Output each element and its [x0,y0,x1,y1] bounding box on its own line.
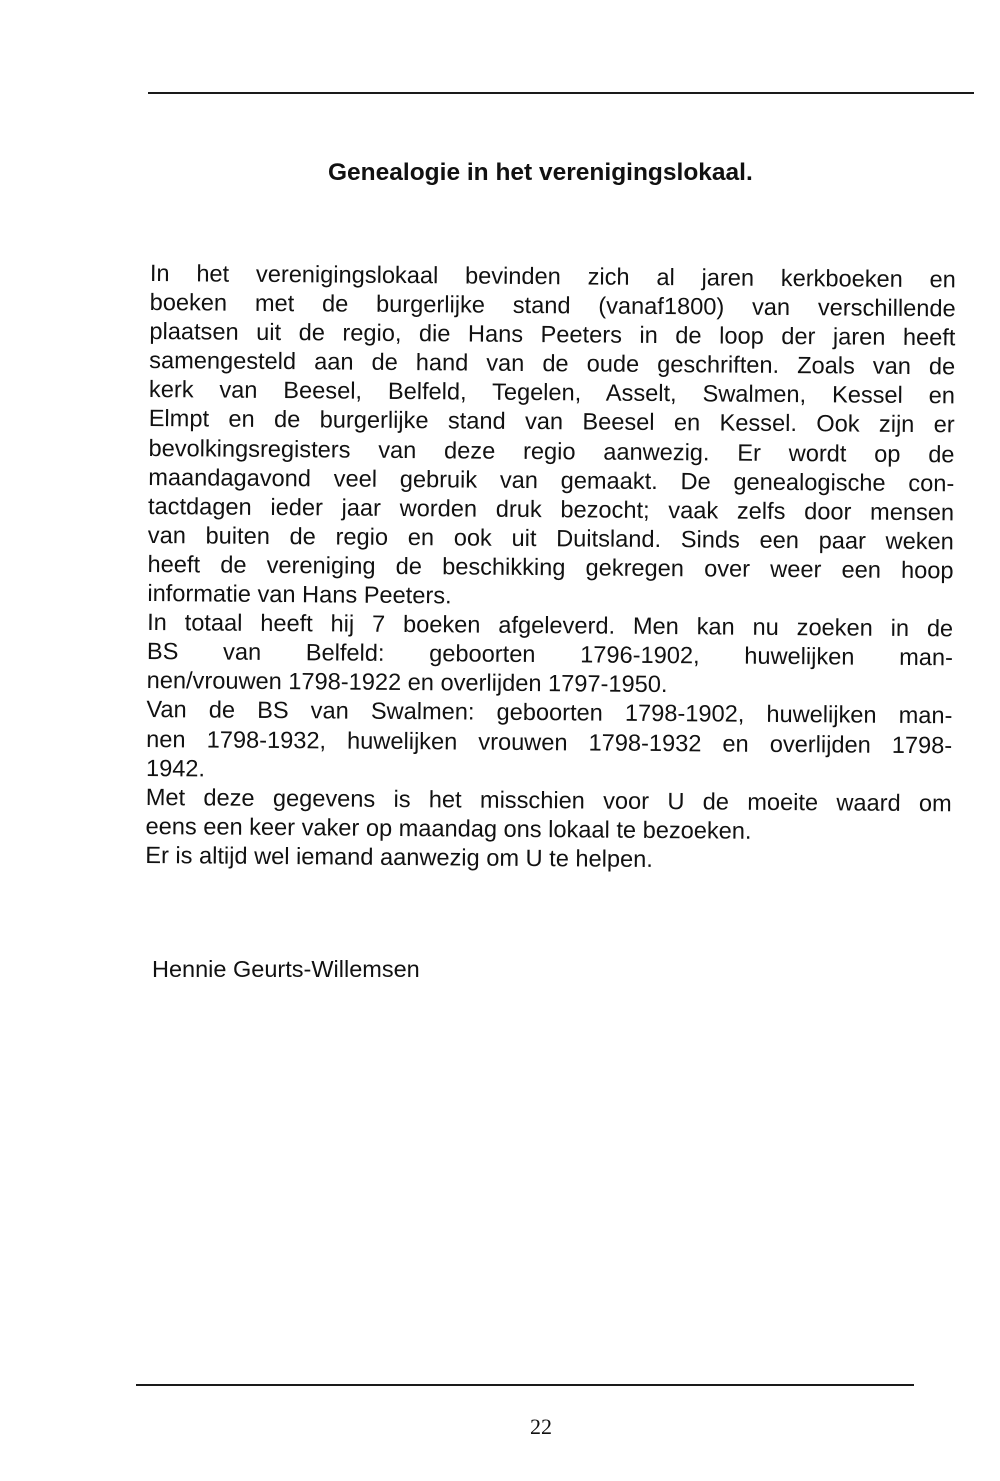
body-line: eens een keer vaker op maandag ons lokaal te bezoeken. [145,813,752,845]
body-line: In totaal heeft hij 7 boeken afgeleverd. Men kan nu zoeken in de [147,610,954,643]
body-line: In het verenigingslokaal bevinden zich al jaren kerkboeken en [149,260,956,294]
body-line: Er is altijd wel iemand aanwezig om U te helpen. [145,842,653,873]
body-line: Met deze gegevens is het misschien voor U de moeite waard om [145,784,952,818]
bottom-rule [136,1384,914,1386]
body-line: 1942. [145,755,206,783]
body-line: van buiten de regio en ook uit Duitsland. Sinds een paar weken [147,522,954,556]
article-title: Genealogie in het verenigingslokaal. [328,159,753,186]
top-rule [148,92,974,94]
body-line: nen/vrouwen 1798-1922 en overlijden 1797-1950. [146,668,668,699]
body-line: plaatsen uit de regio, die Hans Peeters in de loop der jaren heeft [149,319,956,352]
body-line: Van de BS van Swalmen: geboorten 1798-1902, huwelijken man- [146,697,953,730]
author-signature: Hennie Geurts-Willemsen [152,956,420,982]
body-line: heeft de vereniging de beschikking gekregen over weer een hoop [147,551,954,585]
body-line: boeken met de burgerlijke stand (vanaf1800) van verschillende [149,290,956,323]
body-line: samengesteld aan de hand van de oude geschriften. Zoals van de [149,348,956,381]
body-line: kerk van Beesel, Belfeld, Tegelen, Asselt, Swalmen, Kessel en [148,377,956,410]
body-line: informatie van Hans Peeters. [147,581,452,610]
body-line: Elmpt en de burgerlijke stand van Beesel en Kessel. Ook zijn er [148,406,955,439]
article-body [145,260,956,877]
body-line: nen 1798-1932, huwelijken vrouwen 1798-1932 en overlijden 1798- [146,726,953,759]
body-line: maandagavond veel gebruik van gemaakt. De genealogische con- [148,464,955,497]
body-line: BS van Belfeld: geboorten 1796-1902, huwelijken man- [146,639,953,672]
body-line: tactdagen ieder jaar worden druk bezocht; vaak zelfs door mensen [147,493,955,527]
page-number: 22 [530,1414,552,1439]
body-line: bevolkingsregisters van deze regio aanwezig. Er wordt op de [148,435,955,468]
